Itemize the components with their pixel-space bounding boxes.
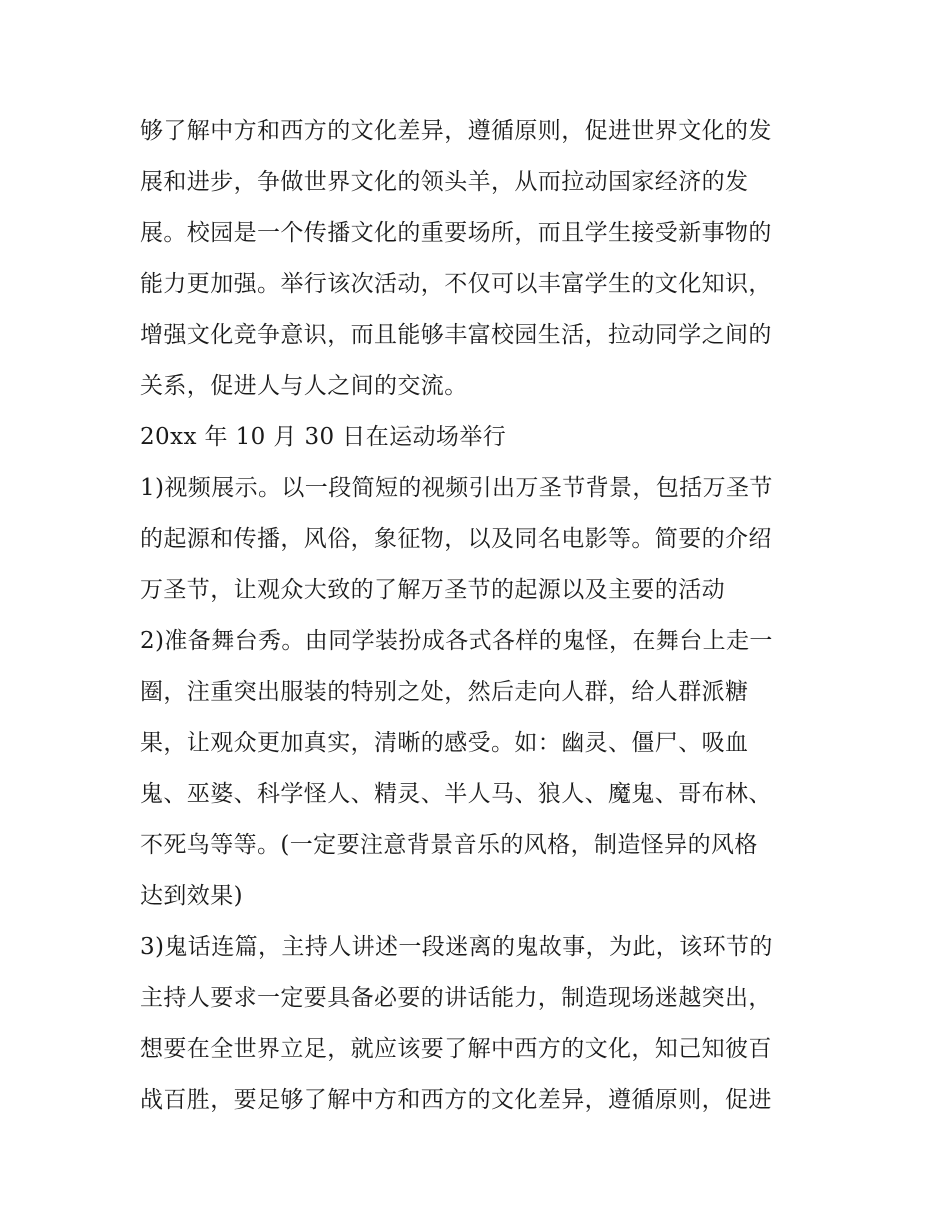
item-1-line: 1)视频展示。以一段简短的视频引出万圣节背景，包括万圣节 [140, 475, 773, 501]
text-line: 万圣节，让观众大致的了解万圣节的起源以及主要的活动 [140, 577, 725, 603]
text-line: 关系，促进人与人之间的交流。 [140, 373, 468, 399]
text-line: 展和进步，争做世界文化的领头羊，从而拉动国家经济的发 [140, 169, 749, 195]
text-line: 能力更加强。举行该次活动，不仅可以丰富学生的文化知识， [140, 271, 772, 297]
text-line: 鬼、巫婆、科学怪人、精灵、半人马、狼人、魔鬼、哥布林、 [140, 781, 772, 807]
text-line: 达到效果) [140, 883, 243, 909]
event-date-line: 20xx 年 10 月 30 日在运动场举行 [140, 424, 507, 450]
text-line: 果，让观众更加真实，清晰的感受。如：幽灵、僵尸、吸血 [140, 730, 749, 756]
text-line: 不死鸟等等。(一定要注意背景音乐的风格，制造怪异的风格 [140, 832, 758, 858]
text-line: 圈，注重突出服装的特别之处，然后走向人群，给人群派糖 [140, 679, 749, 705]
text-line: 展。校园是一个传播文化的重要场所，而且学生接受新事物的 [140, 220, 772, 246]
text-line: 战百胜，要足够了解中方和西方的文化差异，遵循原则，促进 [140, 1087, 772, 1113]
text-line: 主持人要求一定要具备必要的讲话能力，制造现场迷越突出， [140, 985, 772, 1011]
text-line: 的起源和传播，风俗，象征物，以及同名电影等。简要的介绍 [140, 526, 772, 552]
text-line: 增强文化竞争意识，而且能够丰富校园生活，拉动同学之间的 [140, 322, 772, 348]
item-2-line: 2)准备舞台秀。由同学装扮成各式各样的鬼怪，在舞台上走一 [140, 628, 773, 654]
text-line: 想要在全世界立足，就应该要了解中西方的文化，知己知彼百 [140, 1036, 772, 1062]
text-line: 够了解中方和西方的文化差异，遵循原则，促进世界文化的发 [140, 118, 772, 144]
item-3-line: 3)鬼话连篇，主持人讲述一段迷离的鬼故事，为此，该环节的 [140, 934, 773, 960]
document-body [140, 106, 820, 1126]
